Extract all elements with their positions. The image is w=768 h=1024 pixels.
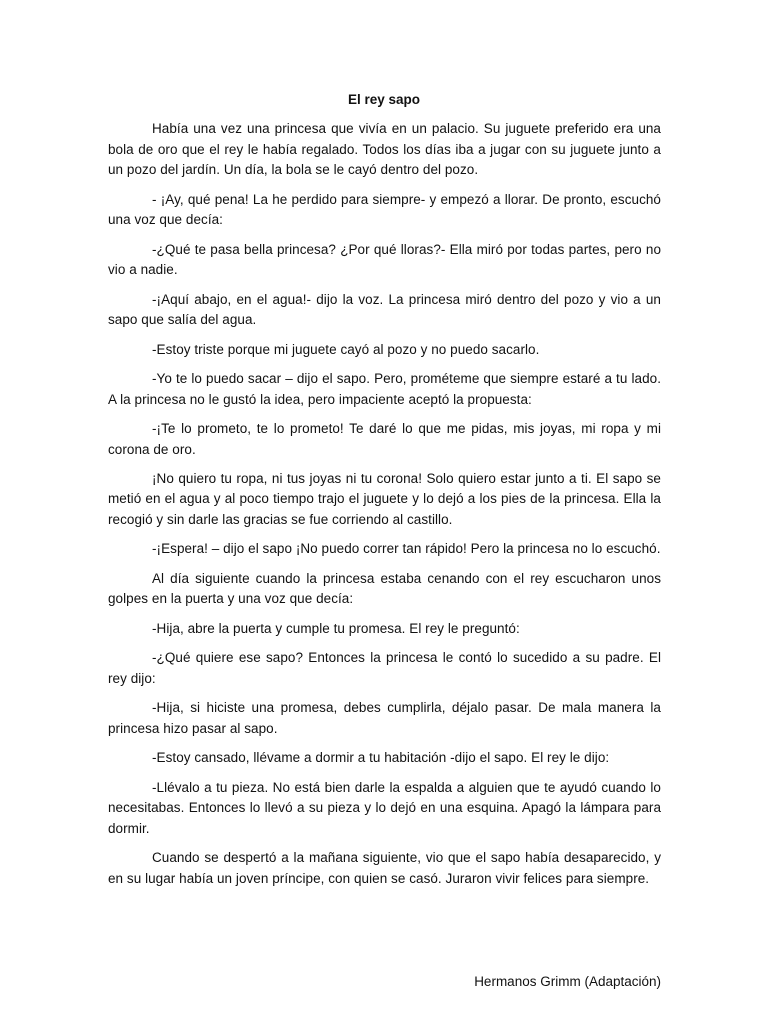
document-title: El rey sapo xyxy=(347,92,421,107)
attribution: Hermanos Grimm (Adaptación) xyxy=(474,974,661,989)
story-body xyxy=(108,119,661,898)
paragraph: Cuando se despertó a la mañana siguiente, vio que el sapo había desaparecido, y en su lugar había un joven príncipe, con quien se casó. Juraron vivir felices para siempre. xyxy=(108,850,661,886)
paragraph: -Llévalo a tu pieza. No está bien darle la espalda a alguien que te ayudó cuando lo necesitabas. Entonces lo llevó a su pieza y lo dejó en una esquina. Apagó la lámpara para dormir. xyxy=(108,779,661,836)
paragraph: -¿Qué te pasa bella princesa? ¿Por qué lloras?- Ella miró por todas partes, pero no vio a nadie. xyxy=(108,241,661,278)
paragraph: -Yo te lo puedo sacar – dijo el sapo. Pero, prométeme que siempre estaré a tu lado. A la princesa no le gustó la idea, pero impaciente aceptó la propuesta: xyxy=(108,370,661,407)
paragraph: -Estoy cansado, llévame a dormir a tu habitación -dijo el sapo. El rey le dijo: xyxy=(152,750,610,766)
paragraph: ¡No quiero tu ropa, ni tus joyas ni tu corona! Solo quiero estar junto a ti. El sapo se metió en el agua y al poco tiempo trajo el juguete y lo dejó a los pies de la princesa. Ella la recogió y sin darle las gracias se fue corriendo al castillo. xyxy=(108,470,661,528)
paragraph: - ¡Ay, qué pena! La he perdido para siempre- y empezó a llorar. De pronto, escuchó una voz que decía: xyxy=(108,191,661,228)
paragraph: -¡Espera! – dijo el sapo ¡No puedo correr tan rápido! Pero la princesa no lo escuchó. xyxy=(152,541,661,557)
paragraph: -Hija, abre la puerta y cumple tu promesa. El rey le preguntó: xyxy=(152,620,520,636)
paragraph: -Estoy triste porque mi juguete cayó al pozo y no puedo sacarlo. xyxy=(152,341,540,357)
paragraph: Había una vez una princesa que vivía en un palacio. Su juguete preferido era una bola de oro que el rey le había regalado. Todos los días iba a jugar con su juguete junto a un pozo del jardín. Un día, la bola se le cayó dentro del pozo. xyxy=(108,121,661,178)
paragraph: -¡Aquí abajo, en el agua!- dijo la voz. La princesa miró dentro del pozo y vio a un sapo que salía del agua. xyxy=(108,291,661,328)
paragraph: -¡Te lo prometo, te lo prometo! Te daré lo que me pidas, mis joyas, mi ropa y mi corona de oro. xyxy=(108,420,661,457)
paragraph: -¿Qué quiere ese sapo? Entonces la princesa le contó lo sucedido a su padre. El rey dijo: xyxy=(108,650,661,686)
paragraph: Al día siguiente cuando la princesa estaba cenando con el rey escucharon unos golpes en la puerta y una voz que decía: xyxy=(108,570,661,607)
paragraph: -Hija, si hiciste una promesa, debes cumplirla, déjalo pasar. De mala manera la princesa hizo pasar al sapo. xyxy=(108,700,661,736)
